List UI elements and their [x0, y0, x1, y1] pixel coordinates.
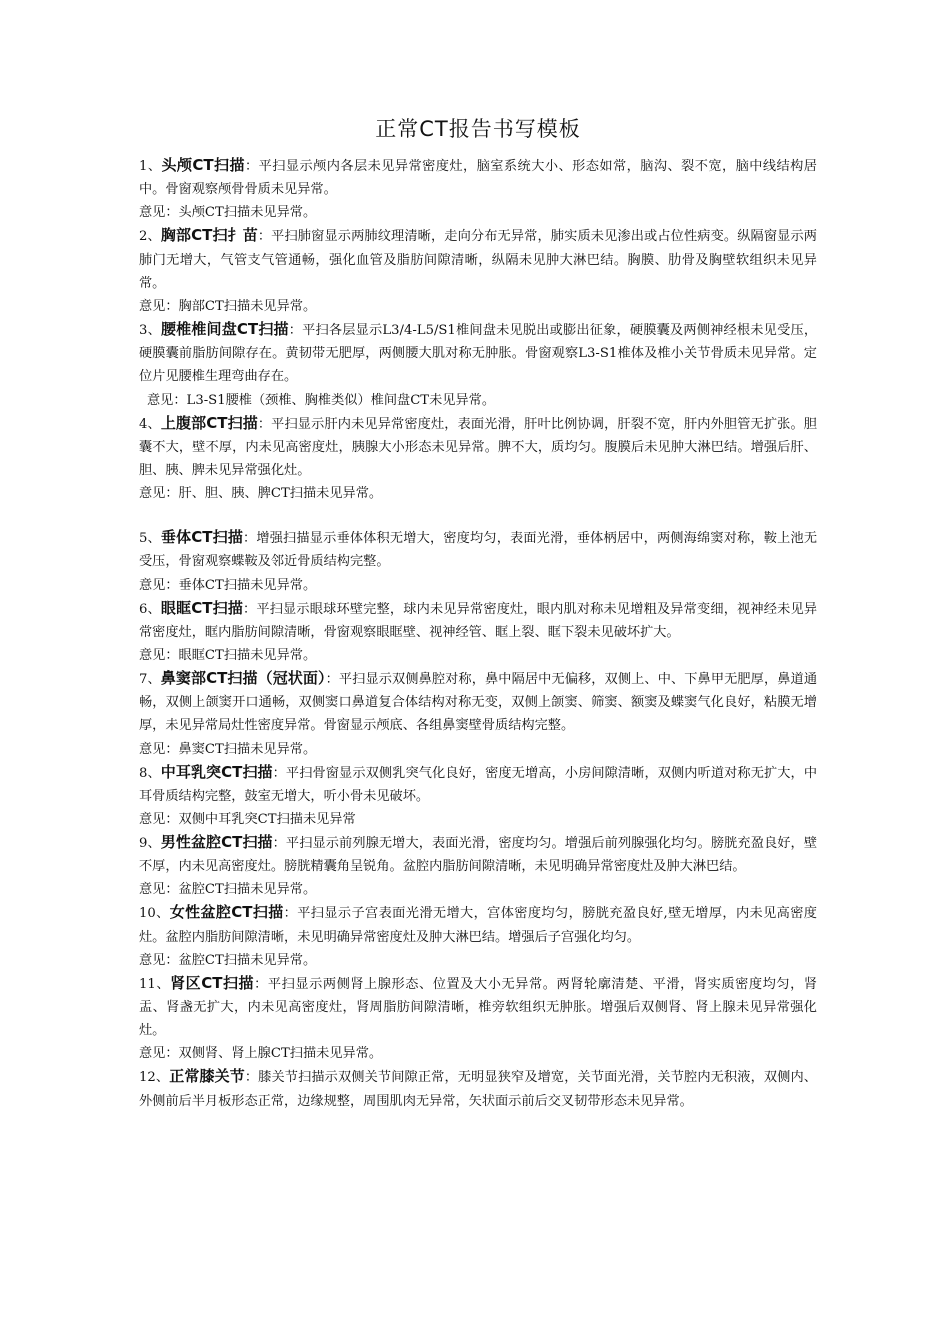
section-paragraph: [139, 224, 817, 295]
section-opinion: 意见：L3-S1腰椎（颈椎、胸椎类似）椎间盘CT未见异常。: [147, 392, 496, 408]
section-opinion: 意见：眼眶CT扫描未见异常。: [139, 648, 317, 664]
section-heading: 男性盆腔CT扫描: [160, 833, 273, 852]
section-number: 10、: [139, 906, 170, 922]
section-number: 7、: [139, 672, 161, 688]
section-heading: 眼眶CT扫描: [160, 598, 243, 617]
section-number: 9、: [139, 836, 161, 852]
section-opinion: 意见：胸部CT扫描未见异常。: [139, 299, 317, 315]
section-paragraph: [139, 597, 817, 644]
section-body: ：平扫显示两侧肾上腺形态、位置及大小无异常。两肾轮廓清楚、平滑，肾实质密度均匀，肾盂、肾盏无扩大，内未见高密度灶，肾周脂肪间隙清晰，椎旁软组织无肿胀。增强后双侧肾、肾上腺未见异常强化灶。: [139, 976, 818, 1039]
section-paragraph: [139, 761, 817, 808]
section-number: 8、: [139, 765, 161, 781]
section-paragraph: [139, 667, 817, 738]
section-number: 12、: [139, 1070, 170, 1086]
section-paragraph: [139, 1065, 817, 1112]
section-body: ：平扫显示前列腺无增大，表面光滑，密度均匀。增强后前列腺强化均匀。膀胱充盈良好，壁不厚，内未见高密度灶。膀胱精囊角呈锐角。盆腔内脂肪间隙清晰，未见明确异常密度灶及肿大淋巴结。: [139, 836, 818, 875]
section-body: ：平扫显示眼球环壁完整，球内未见异常密度灶，眼内肌对称未见增粗及异常变细，视神经未见异常密度灶，眶内脂肪间隙清晰，骨窗观察眼眶壁、视神经管、眶上裂、眶下裂未见破坏扩大。: [139, 601, 818, 640]
section-opinion: 意见：垂体CT扫描未见异常。: [139, 577, 317, 593]
section-paragraph: [139, 901, 817, 948]
section-head-ct: [139, 154, 817, 224]
section-knee: [139, 1065, 817, 1112]
section-kidney-ct: [139, 972, 817, 1066]
section-lumbar-disc-ct: [139, 318, 817, 412]
section-opinion: 意见：头颅CT扫描未见异常。: [139, 205, 317, 221]
section-heading: 头颅CT扫描: [161, 156, 245, 174]
section-body: ：平扫各层显示L3/4-L5/S1椎间盘未见脱出或膨出征象，硬膜囊及两侧神经根未见受压，硬膜囊前脂肪间隙存在。黄韧带无肥厚，两侧腰大肌对称无肿胀。骨窗观察L3-S1椎体及椎小关节骨质未见异常。定位片见腰椎生理弯曲存在。: [139, 323, 818, 385]
section-number: 2、: [139, 229, 161, 245]
section-pituitary-ct: [139, 526, 817, 596]
section-number: 6、: [139, 601, 161, 617]
section-paragraph: [139, 318, 817, 389]
section-paragraph: [139, 831, 817, 878]
section-number: 3、: [139, 323, 161, 339]
section-middle-ear-ct: [139, 761, 817, 831]
section-body: ：平扫显示肝内未见异常密度灶，表面光滑，肝叶比例协调，肝裂不宽，肝内外胆管无扩张。胆囊不大，壁不厚，内未见高密度灶，胰腺大小形态未见异常。脾不大，质均匀。腹膜后未见肿大淋巴结。增强后肝、胆、胰、脾未见异常强化灶。: [139, 416, 817, 479]
section-heading: 正常膝关节: [169, 1067, 245, 1086]
section-heading: 上腹部CT扫描: [160, 413, 258, 432]
section-paragraph: [139, 412, 817, 483]
section-upper-abdomen-ct: [139, 412, 817, 506]
section-opinion: 意见：盆腔CT扫描未见异常。: [139, 952, 317, 968]
section-body: ：平扫显示双侧鼻腔对称，鼻中隔居中无偏移，双侧上、中、下鼻甲无肥厚，鼻道通畅，双侧上颌窦开口通畅，双侧窦口鼻道复合体结构对称无变，双侧上颌窦、筛窦、额窦及蝶窦气化良好，粘膜无增厚，未见异常局灶性密度异常。骨窗显示颅底、各组鼻窦壁骨质结构完整。: [139, 672, 818, 734]
section-orbit-ct: [139, 597, 817, 667]
section-chest-ct: [139, 224, 817, 318]
section-male-pelvis-ct: [139, 831, 817, 901]
section-female-pelvis-ct: [139, 901, 817, 971]
section-body: ：平扫肺窗显示两肺纹理清晰，走向分布无异常，肺实质未见渗出或占位性病变。纵隔窗显示两肺门无增大，气管支气管通畅，强化血管及脂肪间隙清晰，纵隔未见肿大淋巴结。胸膜、肋骨及胸壁软组织未见异常。: [139, 229, 817, 291]
section-number: 4、: [139, 416, 161, 432]
section-heading: 鼻窦部CT扫描（冠状面）: [160, 669, 326, 688]
section-opinion: 意见：双侧中耳乳突CT扫描未见异常: [139, 812, 356, 828]
section-heading: 中耳乳突CT扫描: [160, 762, 273, 781]
section-number: 11、: [139, 976, 171, 992]
section-number: 5、: [139, 531, 161, 547]
section-body: ：膝关节扫描示双侧关节间隙正常，无明显狭窄及增宽，关节面光滑，关节腔内无积液，双侧内、外侧前后半月板形态正常，边缘规整，周围肌肉无异常，矢状面示前后交叉韧带形态未见异常。: [139, 1070, 817, 1109]
section-heading: 肾区CT扫描: [170, 973, 255, 992]
section-body: ：增强扫描显示垂体体积无增大，密度均匀，表面光滑，垂体柄居中，两侧海绵窦对称，鞍上池无受压，骨窗观察蝶鞍及邻近骨质结构完整。: [139, 531, 818, 570]
section-opinion: 意见：盆腔CT扫描未见异常。: [139, 882, 317, 898]
section-number: 1、: [139, 159, 162, 174]
section-heading: 腰椎椎间盘CT扫描: [160, 320, 289, 339]
section-paragraph: [139, 154, 817, 201]
section-opinion: 意见：肝、胆、胰、脾CT扫描未见异常。: [139, 486, 383, 502]
section-body: ：平扫显示颅内各层未见异常密度灶，脑室系统大小、形态如常，脑沟、裂不宽，脑中线结构居中。骨窗观察颅骨骨质未见异常。: [139, 159, 817, 198]
section-sinus-ct: [139, 667, 817, 761]
section-paragraph: [139, 972, 817, 1043]
section-heading: 女性盆腔CT扫描: [169, 903, 284, 922]
section-opinion: 意见：鼻窦CT扫描未见异常。: [139, 741, 317, 757]
section-body: ：平扫骨窗显示双侧乳突气化良好，密度无增高，小房间隙清晰，双侧内听道对称无扩大，中耳骨质结构完整，鼓室无增大，听小骨未见破坏。: [139, 765, 818, 804]
section-paragraph: [139, 526, 817, 573]
document-title: 正常CT报告书写模板: [375, 117, 581, 141]
section-heading: 胸部CT扫扌苗: [160, 226, 258, 245]
section-body: ：平扫显示子宫表面光滑无增大，宫体密度均匀，膀胱充盈良好,壁无增厚，内未见高密度灶。盆腔内脂肪间隙清晰，未见明确异常密度灶及肿大淋巴结。增强后子宫强化均匀。: [139, 906, 817, 945]
section-opinion: 意见：双侧肾、肾上腺CT扫描未见异常。: [139, 1046, 383, 1062]
section-heading: 垂体CT扫描: [160, 528, 243, 547]
